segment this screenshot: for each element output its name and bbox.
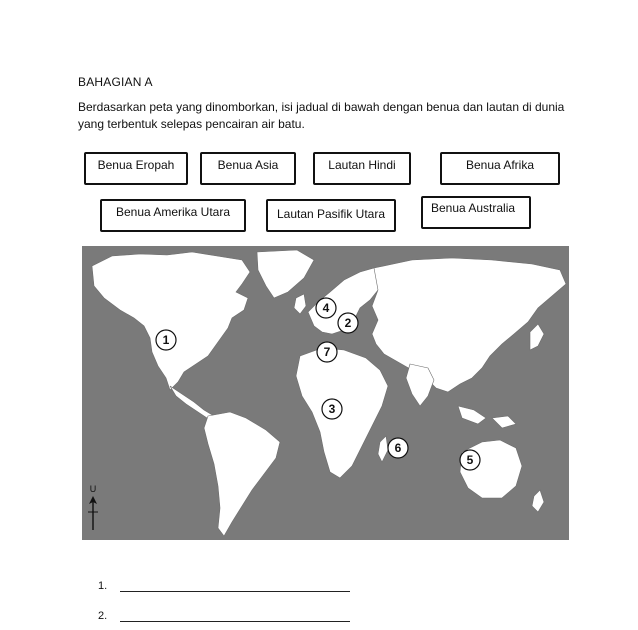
compass-letter: U — [89, 484, 97, 494]
answer-row-2 — [98, 610, 350, 622]
answer-blank-2[interactable] — [120, 611, 350, 622]
map-marker-2 — [338, 313, 358, 333]
word-bank-box: Lautan Pasifik Utara — [266, 199, 396, 232]
answer-row-1 — [98, 580, 350, 592]
map-marker-label: 7 — [323, 345, 331, 359]
answer-number: 2. — [98, 610, 108, 622]
map-marker-1 — [156, 330, 176, 350]
map-marker-label: 1 — [162, 333, 170, 347]
map-marker-label: 5 — [466, 453, 474, 467]
map-marker-6 — [388, 438, 408, 458]
map-marker-label: 6 — [394, 441, 402, 455]
map-marker-3 — [322, 399, 342, 419]
map-marker-label: 4 — [322, 301, 330, 315]
world-map — [82, 246, 569, 540]
answer-number: 1. — [98, 580, 108, 592]
instruction-text: Berdasarkan peta yang dinomborkan, isi jadual di bawah dengan benua dan lautan di dunia yang terbentuk selepas pencairan air batu. — [78, 100, 565, 131]
map-marker-label: 2 — [344, 316, 352, 330]
map-marker-label: 3 — [328, 402, 336, 416]
map-marker-7 — [317, 342, 337, 362]
answer-blank-1[interactable] — [120, 581, 350, 592]
map-marker-4 — [316, 298, 336, 318]
word-bank-box: Benua Afrika — [440, 152, 560, 185]
word-bank-box: Benua Australia — [421, 196, 531, 229]
map-marker-5 — [460, 450, 480, 470]
word-bank-box: Benua Amerika Utara — [100, 199, 246, 232]
word-bank-box: Benua Asia — [200, 152, 296, 185]
word-bank-box: Lautan Hindi — [313, 152, 411, 185]
word-bank-box: Benua Eropah — [84, 152, 188, 185]
section-heading: BAHAGIAN A — [78, 75, 153, 89]
